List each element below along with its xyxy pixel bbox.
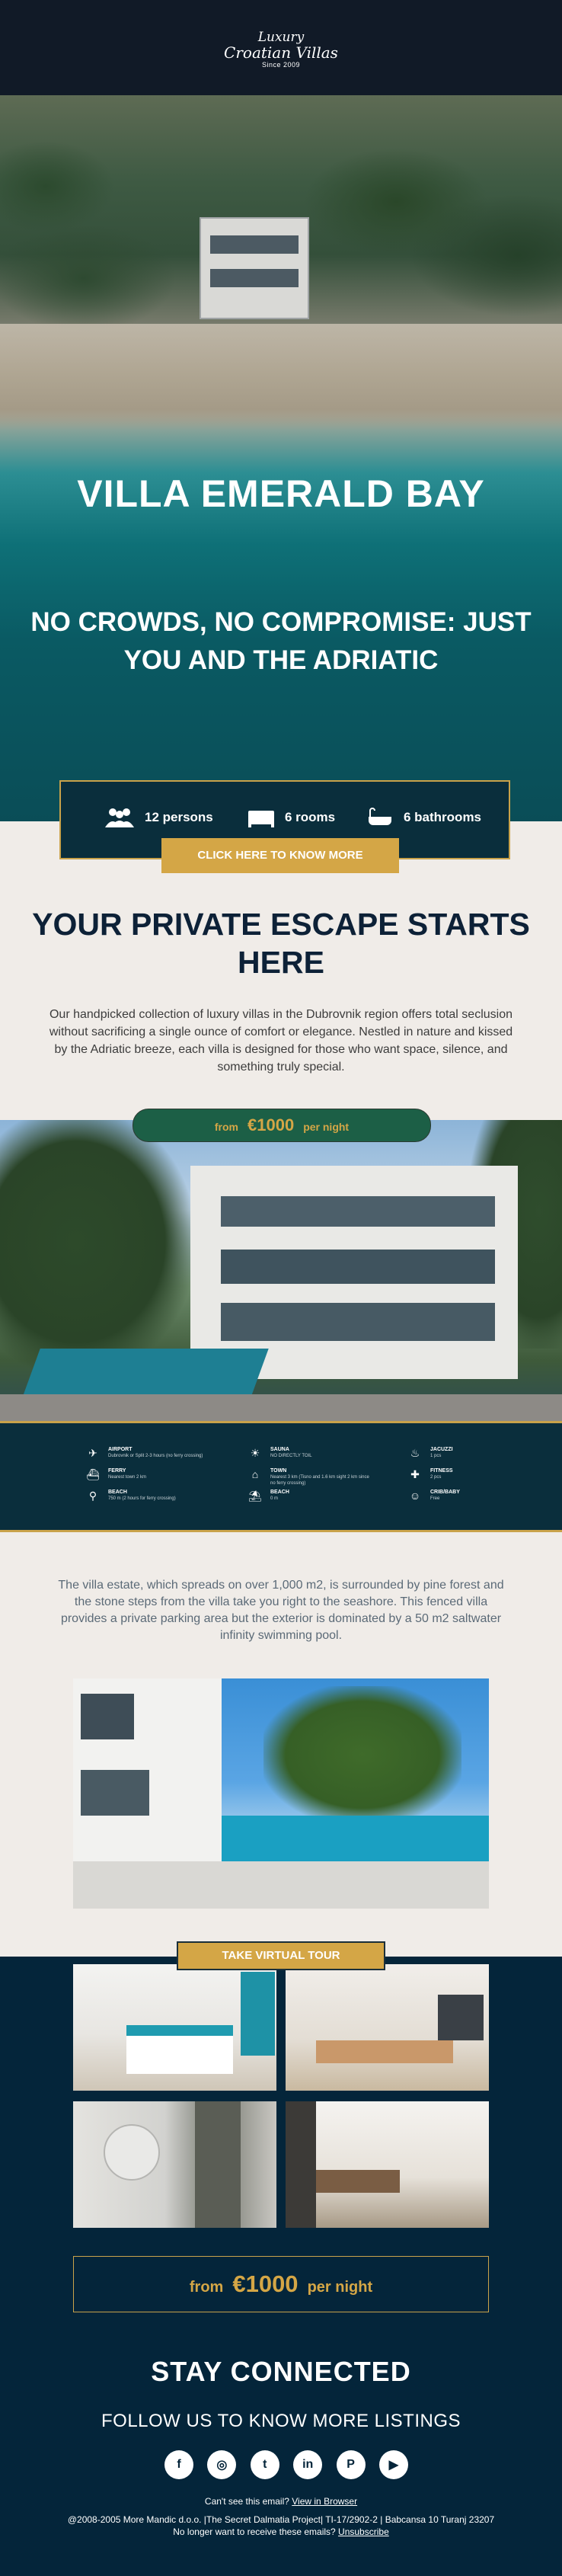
living-room-tv	[438, 1995, 484, 2040]
villa-window-row	[221, 1303, 495, 1341]
stat-persons	[104, 808, 213, 827]
amenity-item	[247, 1446, 369, 1460]
amenity-title: SAUNA	[270, 1447, 289, 1452]
airplane-icon: ✈	[88, 1447, 97, 1459]
amenity-detail: 0 m	[270, 1496, 279, 1501]
stat-bathrooms	[366, 808, 481, 827]
bike-icon: ⚲	[88, 1490, 97, 1502]
price-pill	[133, 1109, 431, 1142]
virtual-tour-button[interactable]: TAKE VIRTUAL TOUR	[177, 1941, 385, 1970]
amenity-detail: 2 pcs	[430, 1475, 442, 1480]
amenity-detail: 750 m (2 hours for ferry crossing)	[108, 1496, 176, 1501]
amenity-title: TOWN	[270, 1468, 287, 1474]
amenity-item	[85, 1446, 207, 1460]
social-links	[164, 2450, 408, 2481]
fitness-icon: ✚	[410, 1468, 420, 1480]
house-window	[81, 1770, 149, 1816]
price-box	[73, 2256, 489, 2312]
house-window	[81, 1694, 134, 1739]
header	[0, 0, 562, 95]
sauna-icon: ☀	[250, 1447, 260, 1459]
know-more-button[interactable]: CLICK HERE TO KNOW MORE	[161, 838, 399, 873]
price-amount: €1000	[247, 1115, 295, 1134]
amenity-detail: NO DIRECTLY TOIL	[270, 1454, 312, 1458]
amenity-detail: Free	[430, 1496, 440, 1501]
dining-room-photo	[286, 2101, 489, 2228]
amenity-item	[247, 1467, 369, 1486]
follow-us-text: FOLLOW US TO KNOW MORE LISTINGS	[101, 2411, 461, 2431]
bedroom-bed	[126, 2025, 233, 2074]
dining-table	[316, 2170, 400, 2193]
amenity-title: BEACH	[270, 1490, 289, 1495]
villa-window-row	[221, 1250, 495, 1284]
stat-persons-label: 12 persons	[145, 810, 213, 824]
bedroom-window	[241, 1972, 275, 2056]
youtube-icon[interactable]: ▶	[379, 2450, 408, 2479]
pinterest-icon[interactable]: P	[337, 2450, 366, 2479]
legal-text: @2008-2005 More Mandic d.o.o. |The Secret Dalmatia Project| TI-17/2902-2 | Babcansa 10 Turanj 23207	[67, 2514, 495, 2525]
amenity-item	[407, 1446, 529, 1460]
pool-deck	[73, 1861, 489, 1909]
amenity-title: FITNESS	[430, 1468, 453, 1474]
bathtub-icon	[366, 808, 394, 827]
intro-text: Our handpicked collection of luxury villas in the Dubrovnik region offers total seclusion without sacrificing a single ounce of comfort or elegance. Nestled in nature and kissed by the Adriatic breeze, each villa is designed for those who want space, silence, and something truly special.	[49, 1008, 513, 1074]
amenity-detail: Nearest town 2 km	[108, 1475, 147, 1480]
unsubscribe-link[interactable]: Unsubscribe	[338, 2526, 389, 2537]
amenity-item	[407, 1467, 529, 1481]
price-box-period: per night	[307, 2279, 373, 2296]
dining-stairs	[286, 2101, 316, 2228]
view-in-browser-line	[0, 2496, 562, 2507]
bathroom-mirror	[104, 2124, 160, 2181]
hero-image	[0, 95, 562, 821]
amenity-title: BEACH	[108, 1490, 127, 1495]
bedroom-photo	[73, 1964, 276, 2091]
stay-connected-title: STAY CONNECTED	[151, 2356, 411, 2387]
amenities-panel	[0, 1421, 562, 1532]
ferry-icon: ⛴	[86, 1468, 100, 1480]
amenity-detail: 1 pcs	[430, 1454, 442, 1458]
amenity-item	[407, 1489, 529, 1502]
amenity-title: CRIB/BABY	[430, 1490, 460, 1495]
villa-exterior-photo	[0, 1120, 562, 1421]
villa-description: The villa estate, which spreads on over 1,000 m2, is surrounded by pine forest and the stone steps from the villa take you right to the seashore. This fenced villa provides a private parking area but the exterior is dominated by a 50 m2 saltwater infinity swimming pool.	[58, 1579, 504, 1642]
villa-building	[190, 1166, 518, 1379]
amenity-title: AIRPORT	[108, 1447, 133, 1452]
stat-bathrooms-label: 6 bathrooms	[404, 810, 482, 824]
no-longer-text: No longer want to receive these emails?	[173, 2526, 336, 2537]
living-room-photo	[286, 1964, 489, 2091]
brand-logo[interactable]	[0, 30, 562, 69]
amenity-detail: Nearest 3 km (Tisno and 1.6 km sight 2 km since no ferry crossing)	[270, 1475, 369, 1486]
amenity-item	[247, 1489, 369, 1502]
bathroom-photo	[73, 2101, 276, 2228]
hero-subtitle: NO CROWDS, NO COMPROMISE: JUST YOU AND THE ADRIATIC	[30, 607, 532, 675]
view-in-browser-link[interactable]: View in Browser	[292, 2496, 358, 2507]
pool-trees	[263, 1686, 461, 1823]
price-from: from	[214, 1121, 239, 1133]
pool-house	[73, 1678, 222, 1861]
bathroom-shower	[195, 2101, 241, 2228]
brand-line-2: Croatian Villas	[224, 43, 338, 62]
living-room-sofa	[316, 2040, 453, 2063]
instagram-icon[interactable]: ◎	[207, 2450, 236, 2479]
pool-photo	[73, 1678, 489, 1909]
brand-line-1: Luxury	[257, 30, 305, 45]
price-box-from: from	[189, 2279, 224, 2296]
stat-rooms-label: 6 rooms	[285, 810, 336, 824]
price-box-amount: €1000	[232, 2270, 299, 2297]
stat-rooms	[247, 808, 335, 827]
unsubscribe-line	[0, 2526, 562, 2537]
twitter-icon[interactable]: t	[251, 2450, 279, 2479]
amenity-item	[85, 1489, 207, 1502]
town-icon: ⌂	[251, 1468, 259, 1480]
hero-rocks	[0, 324, 562, 430]
facebook-icon[interactable]: f	[164, 2450, 193, 2479]
persons-icon	[104, 808, 136, 827]
cant-see-text: Can't see this email?	[204, 2496, 289, 2507]
amenity-title: JACUZZI	[430, 1447, 453, 1452]
brand-tagline: Since 2009	[261, 61, 301, 69]
amenity-title: FERRY	[108, 1468, 126, 1474]
hero-title: VILLA EMERALD BAY	[77, 472, 485, 515]
photo-tree-left	[0, 1120, 190, 1371]
beach-icon: ⛱	[248, 1490, 262, 1502]
villa-deck	[0, 1394, 562, 1421]
jacuzzi-icon: ♨	[410, 1447, 420, 1459]
baby-icon: ☺	[409, 1490, 421, 1502]
intro-title: YOUR PRIVATE ESCAPE STARTS HERE	[32, 907, 530, 980]
bed-icon	[247, 808, 276, 827]
amenity-detail: Dubrovnik or Split 2-3 hours (no ferry crossing)	[108, 1454, 203, 1458]
linkedin-icon[interactable]: in	[293, 2450, 322, 2479]
villa-window-row	[221, 1196, 495, 1227]
price-period: per night	[303, 1121, 350, 1133]
hero-villa	[200, 217, 309, 319]
amenity-item	[85, 1467, 207, 1481]
